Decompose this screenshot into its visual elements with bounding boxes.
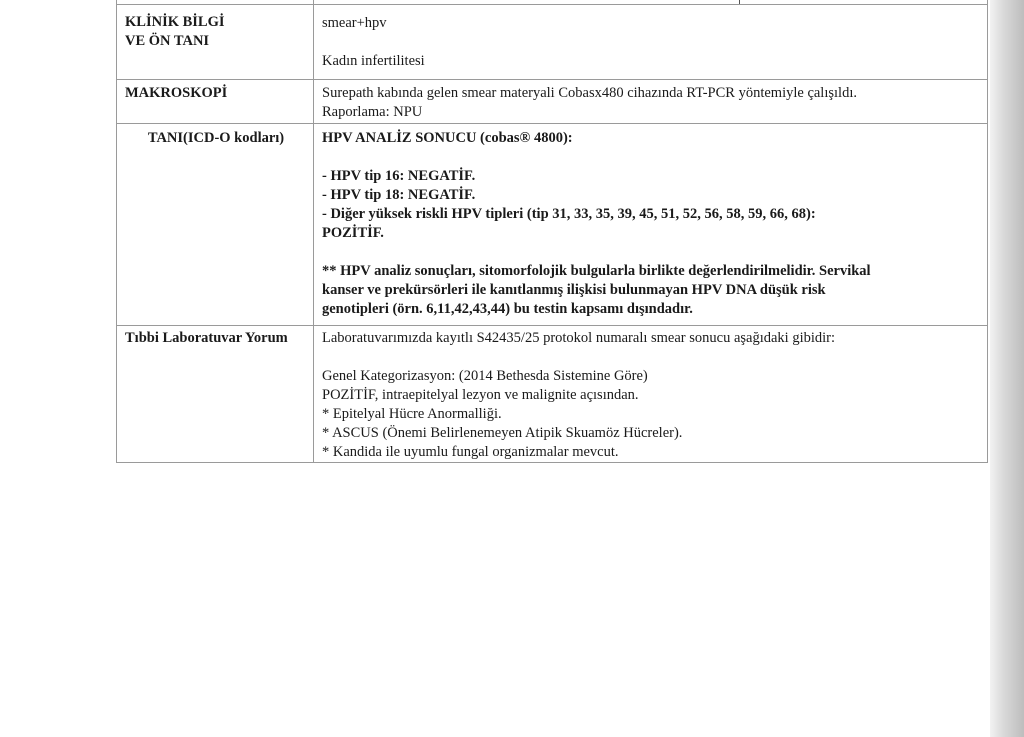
label-tani: TANI(ICD-O kodları) — [117, 124, 314, 326]
hpv-result-heading: HPV ANALİZ SONUCU (cobas® 4800): — [322, 130, 573, 146]
label-klinik-bilgi — [117, 5, 314, 80]
makroskopi-line-1: Surepath kabında gelen smear materyali Cobasx480 cihazında RT-PCR yöntemiyle çalışıldı. — [322, 85, 857, 101]
value-makroskopi — [314, 80, 988, 124]
label-makroskopi: MAKROSKOPİ — [117, 80, 314, 124]
hpv-item-16: - HPV tip 16: NEGATİF. — [322, 168, 476, 184]
hpv-note-line-3: genotipleri (örn. 6,11,42,43,44) bu testin kapsamı dışındadır. — [322, 301, 693, 317]
hpv-note-line-2: kanser ve prekürsörleri ile kanıtlanmış ilişkisi bulunmayan HPV DNA düşük risk — [322, 282, 826, 298]
label-line-1: KLİNİK BİLGİ — [125, 14, 225, 30]
hpv-item-other: - Diğer yüksek riskli HPV tipleri (tip 31, 33, 35, 39, 45, 51, 52, 56, 58, 59, 66, 68): — [322, 206, 816, 222]
label-line-2: VE ÖN TANI — [125, 33, 210, 49]
value-laboratuvar-yorum — [314, 326, 988, 463]
yorum-line-2: POZİTİF, intraepitelyal lezyon ve malignite açısından. — [322, 387, 639, 403]
hpv-item-other-result: POZİTİF. — [322, 225, 384, 241]
klinik-value-smear: smear+hpv — [322, 15, 387, 31]
page-edge-shadow — [990, 0, 1024, 737]
report-table — [116, 0, 988, 463]
row-tani — [117, 124, 988, 326]
hpv-item-18: - HPV tip 18: NEGATİF. — [322, 187, 476, 203]
value-klinik-bilgi — [314, 5, 988, 80]
row-klinik-bilgi — [117, 5, 988, 80]
makroskopi-line-2: Raporlama: NPU — [322, 104, 423, 120]
yorum-line-4: * ASCUS (Önemi Belirlenemeyen Atipik Skuamöz Hücreler). — [322, 425, 683, 441]
row-laboratuvar-yorum — [117, 326, 988, 463]
yorum-line-1: Genel Kategorizasyon: (2014 Bethesda Sistemine Göre) — [322, 368, 648, 384]
label-laboratuvar-yorum: Tıbbi Laboratuvar Yorum — [117, 326, 314, 463]
row-makroskopi — [117, 80, 988, 124]
value-tani — [314, 124, 988, 326]
yorum-line-5: * Kandida ile uyumlu fungal organizmalar mevcut. — [322, 444, 619, 460]
yorum-intro: Laboratuvarımızda kayıtlı S42435/25 protokol numaralı smear sonucu aşağıdaki gibidir: — [322, 330, 836, 346]
yorum-line-3: * Epitelyal Hücre Anormalliği. — [322, 406, 502, 422]
klinik-value-infertilite: Kadın infertilitesi — [322, 53, 425, 69]
hpv-note-line-1: ** HPV analiz sonuçları, sitomorfolojik bulgularla birlikte değerlendirilmelidir. Servikal — [322, 263, 871, 279]
